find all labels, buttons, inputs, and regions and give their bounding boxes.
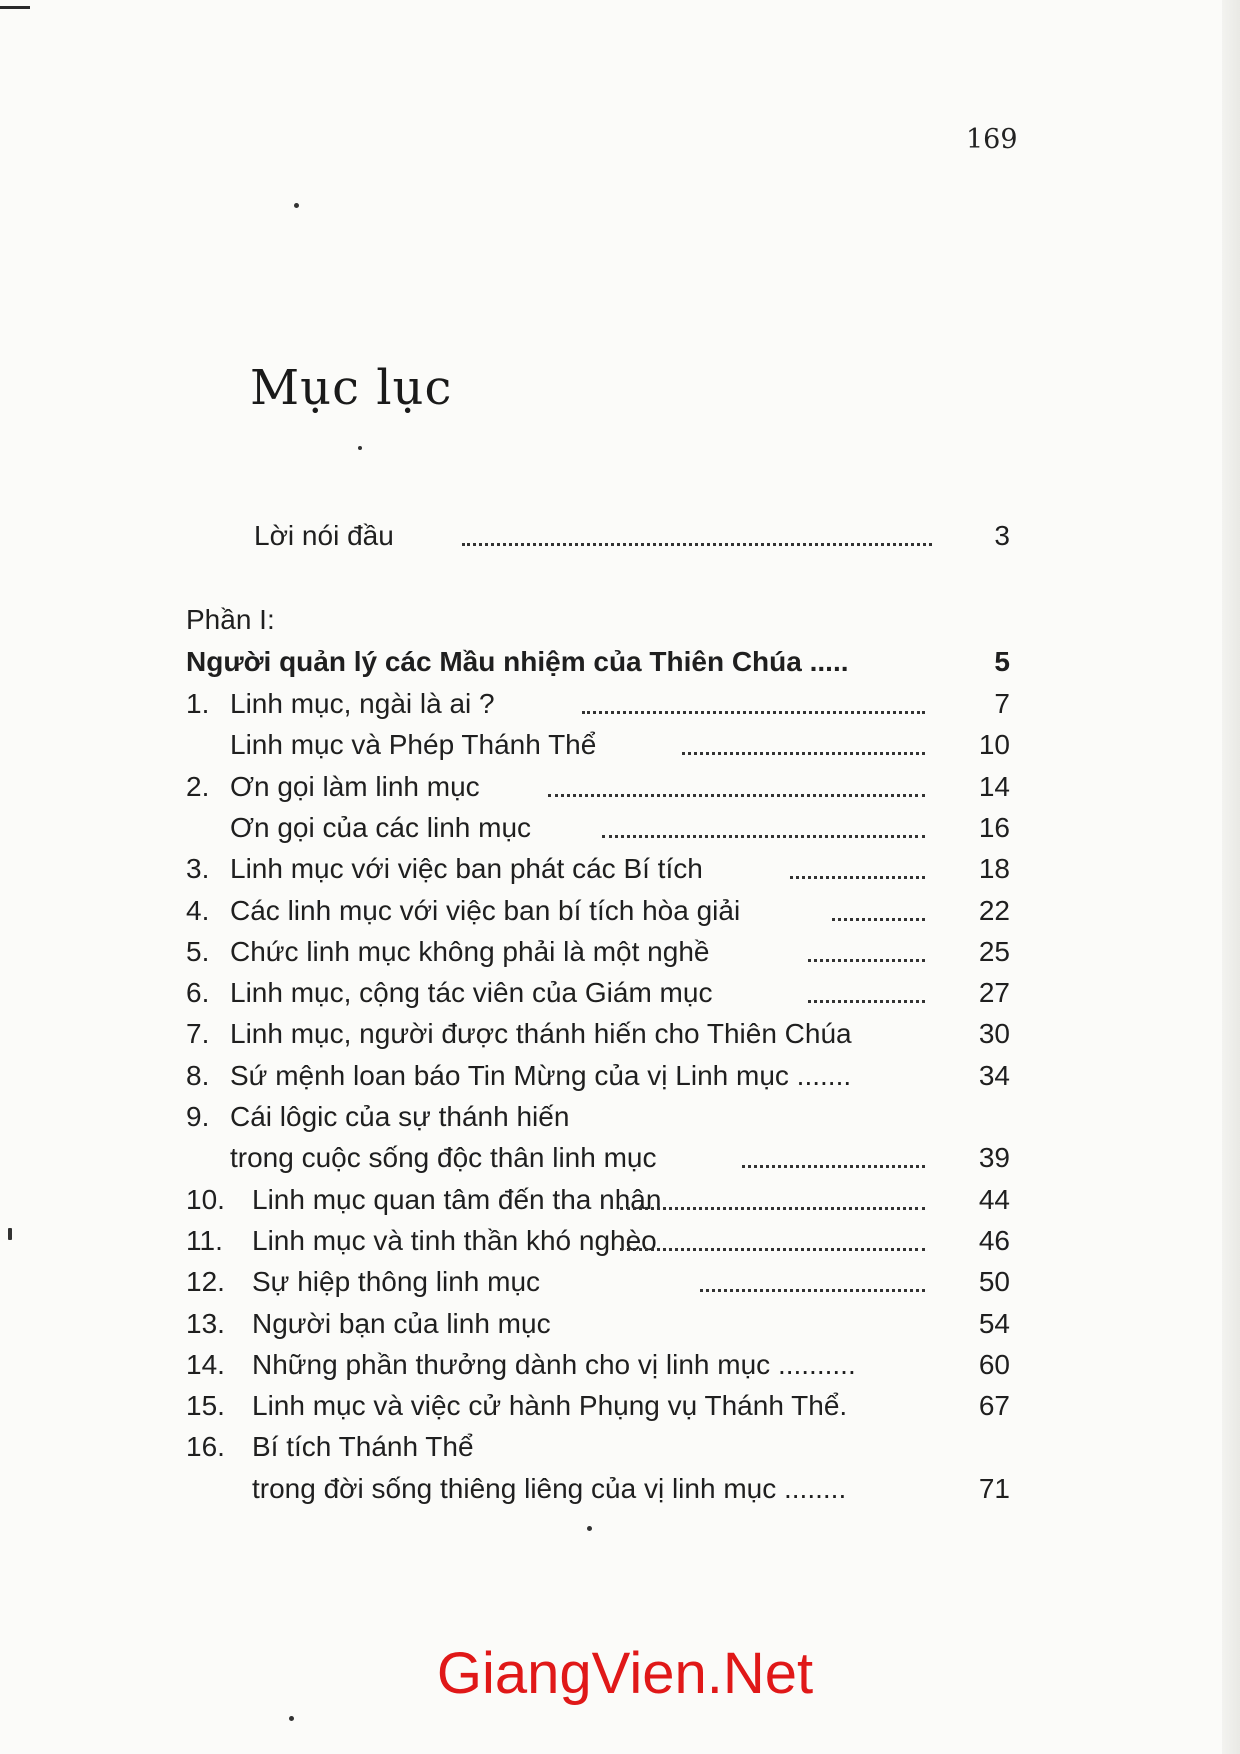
- toc-entry-number: 2.: [186, 770, 210, 802]
- toc-entry-page: 5: [994, 646, 1010, 677]
- toc-entry-text: Chức linh mục không phải là một nghề: [230, 935, 710, 967]
- toc-entry[interactable]: [0, 891, 1240, 931]
- toc-entry-text: Linh mục và tinh thần khó nghèo: [252, 1224, 657, 1256]
- toc-entry-page: 67: [978, 1390, 1010, 1422]
- toc-entry-page: 14: [978, 770, 1010, 802]
- toc-entry-preface[interactable]: [0, 516, 1240, 556]
- toc-entry-text: Các linh mục với việc ban bí tích hòa giải: [230, 894, 741, 926]
- toc-entry-number: 5.: [186, 935, 210, 967]
- toc-entry[interactable]: [0, 1221, 1240, 1261]
- toc-entry-number: 12.: [186, 1266, 225, 1298]
- toc-entry-text: Linh mục quan tâm đến tha nhân: [252, 1183, 662, 1215]
- toc-entry-page: 34: [978, 1059, 1010, 1091]
- toc-entry-text: Những phần thưởng dành cho vị linh mục ..........: [252, 1348, 856, 1380]
- toc-entry-number: 9.: [186, 1101, 210, 1132]
- toc-entry-text: Linh mục và việc cử hành Phụng vụ Thánh Thể.: [252, 1390, 848, 1422]
- toc-entry[interactable]: [0, 1469, 1240, 1509]
- part-title: Người quản lý các Mầu nhiệm của Thiên Chúa .....: [186, 646, 849, 677]
- toc-entry-number: 6.: [186, 977, 210, 1009]
- toc-entry-page: 22: [978, 894, 1010, 926]
- toc-entry-number: 15.: [186, 1390, 225, 1422]
- toc-entry[interactable]: [0, 1097, 1240, 1137]
- toc-entry-number: 16.: [186, 1431, 225, 1463]
- toc-leader-dots: [548, 767, 925, 797]
- toc-entry-page: 71: [978, 1472, 1010, 1504]
- toc-entry-text: Ơn gọi của các linh mục: [230, 811, 532, 843]
- toc-leader-dots: [620, 1180, 925, 1210]
- toc-leader-dots: [808, 932, 925, 962]
- toc-entry-text: Người bạn của linh mục: [252, 1307, 551, 1339]
- toc-entry-page: 44: [978, 1183, 1010, 1215]
- toc-leader-dots: [602, 808, 925, 838]
- toc-entry-text: Lời nói đầu: [254, 520, 394, 551]
- toc-entry-page: 7: [994, 688, 1010, 719]
- toc-entry-text: Cái lôgic của sự thánh hiến: [230, 1101, 570, 1132]
- part-label: Phần I:: [186, 604, 275, 635]
- toc-entry-text: Bí tích Thánh Thể: [252, 1431, 474, 1463]
- toc-entry-number: 1.: [186, 688, 210, 719]
- toc-entry-number: 8.: [186, 1059, 210, 1091]
- toc-entry[interactable]: [0, 1386, 1240, 1426]
- toc-entry-text: Linh mục và Phép Thánh Thể: [230, 729, 597, 761]
- toc-entry-part-1[interactable]: [0, 642, 1240, 682]
- watermark: GiangVien.Net: [436, 1641, 814, 1706]
- corner-scan-mark: [0, 6, 30, 9]
- toc-entry-number: 10.: [186, 1183, 225, 1215]
- toc-leader-dots: [582, 684, 925, 714]
- toc-entry[interactable]: [0, 1262, 1240, 1302]
- toc-entry[interactable]: [0, 808, 1240, 848]
- toc-leader-dots: [808, 973, 925, 1003]
- toc-entry-number: 13.: [186, 1307, 225, 1339]
- scan-speck: [8, 1228, 12, 1240]
- toc-entry-text: Linh mục, cộng tác viên của Giám mục: [230, 977, 713, 1009]
- toc-entry-page: 3: [994, 520, 1010, 551]
- toc-entry[interactable]: [0, 1056, 1240, 1096]
- page-title: Mục lục: [250, 360, 453, 416]
- toc-entry[interactable]: [0, 932, 1240, 972]
- page-number: 169: [966, 124, 1018, 155]
- toc-entry[interactable]: [0, 973, 1240, 1013]
- toc-entry[interactable]: [0, 849, 1240, 889]
- toc-entry-text: trong đời sống thiêng liêng của vị linh mục ........: [252, 1472, 847, 1504]
- toc-entry[interactable]: [0, 767, 1240, 807]
- toc-leader-dots: [832, 891, 925, 921]
- toc-entry-number: 3.: [186, 853, 210, 885]
- toc-entry-text: Linh mục với việc ban phát các Bí tích: [230, 853, 703, 885]
- toc-entry-text: trong cuộc sống độc thân linh mục: [230, 1142, 657, 1174]
- toc-entry[interactable]: [0, 1014, 1240, 1054]
- toc-entry-page: 60: [978, 1348, 1010, 1380]
- toc-entry[interactable]: [0, 725, 1240, 765]
- scan-speck: [294, 203, 299, 208]
- toc-entry[interactable]: [0, 1345, 1240, 1385]
- toc-entry-page: 16: [978, 811, 1010, 843]
- toc-leader-dots: [700, 1262, 925, 1292]
- toc-entry-page: 25: [978, 935, 1010, 967]
- toc-entry-page: 10: [978, 729, 1010, 761]
- toc-entry-page: 46: [978, 1224, 1010, 1256]
- toc-entry-page: 39: [978, 1142, 1010, 1174]
- scan-speck: [358, 446, 362, 450]
- toc-leader-dots: [462, 516, 932, 546]
- toc-entry[interactable]: [0, 1304, 1240, 1344]
- toc-entry[interactable]: [0, 1427, 1240, 1467]
- toc-entry-number: 14.: [186, 1348, 225, 1380]
- toc-entry-number: 11.: [186, 1224, 223, 1256]
- scan-speck: [289, 1716, 294, 1721]
- toc-entry-page: 30: [978, 1018, 1010, 1050]
- toc-entry[interactable]: [0, 1138, 1240, 1178]
- toc-entry-page: 50: [978, 1266, 1010, 1298]
- toc-leader-dots: [790, 849, 925, 879]
- toc-entry-page: 27: [978, 977, 1010, 1009]
- toc-entry-text: Linh mục, ngài là ai ?: [230, 688, 495, 719]
- toc-leader-dots: [742, 1138, 925, 1168]
- toc-entry-number: 7.: [186, 1018, 210, 1050]
- toc-leader-dots: [682, 725, 925, 755]
- toc-entry-text: Ơn gọi làm linh mục: [230, 770, 480, 802]
- toc-entry-page: 54: [978, 1307, 1010, 1339]
- toc-entry[interactable]: [0, 684, 1240, 724]
- toc-entry-text: Sứ mệnh loan báo Tin Mừng của vị Linh mục .......: [230, 1059, 852, 1091]
- toc-leader-dots: [620, 1221, 925, 1251]
- toc-entry[interactable]: [0, 1180, 1240, 1220]
- scan-speck: [587, 1526, 592, 1531]
- toc-entry-number: 4.: [186, 894, 210, 926]
- toc-entry-text: Sự hiệp thông linh mục: [252, 1266, 541, 1298]
- toc-entry-text: Linh mục, người được thánh hiến cho Thiên Chúa: [230, 1018, 852, 1050]
- toc-entry-page: 18: [978, 853, 1010, 885]
